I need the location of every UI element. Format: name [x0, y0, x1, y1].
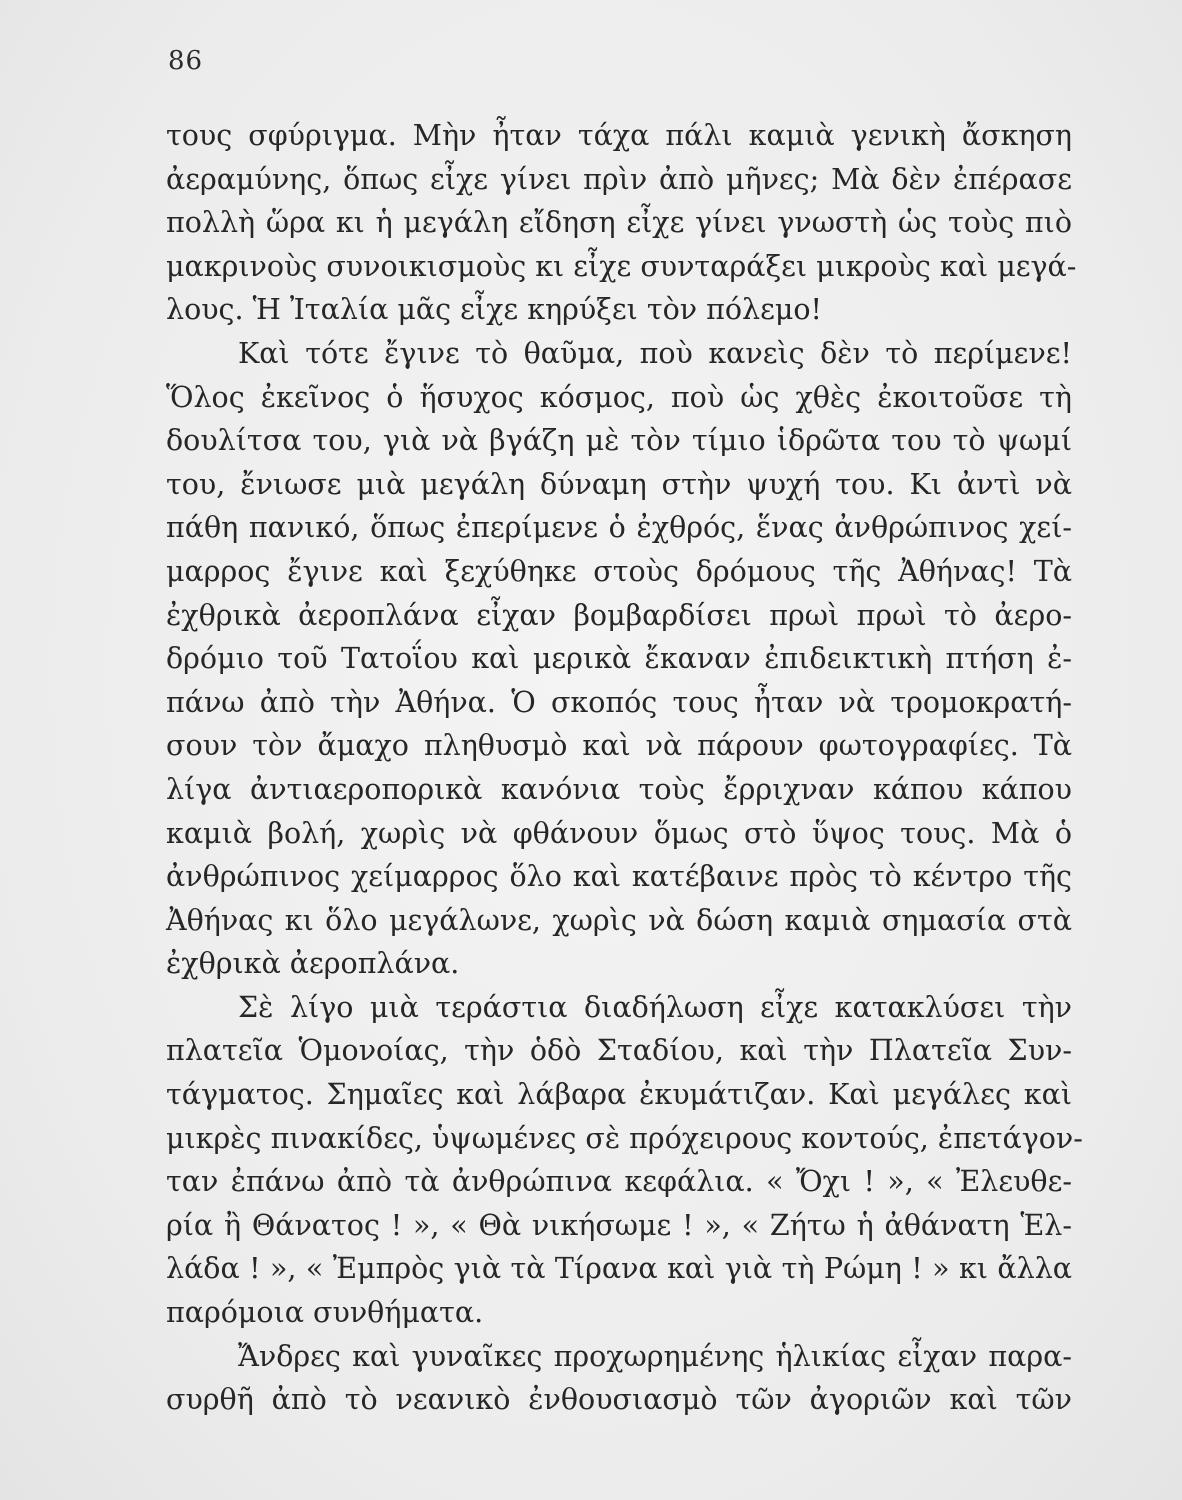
text-line: λους. Ἡ Ἰταλία μᾶς εἶχε κηρύξει τὸν πόλεμο!	[166, 293, 823, 327]
text-line: Ἄνδρες καὶ γυναῖκες προχωρημένης ἡλικίας εἶχαν παρα-	[238, 1339, 1072, 1373]
text-line: ἐχθρικὰ ἀεροπλάνα.	[166, 947, 460, 981]
text-line: δουλίτσα του, γιὰ νὰ βγάζη μὲ τὸν τίμιο ἱδρῶτα του τὸ ψωμί	[166, 424, 1072, 458]
text-line: λίγα ἀντιαεροπορικὰ κανόνια τοὺς ἔρριχναν κάπου κάπου	[166, 772, 1072, 806]
text-line: δρόμιο τοῦ Τατοΐου καὶ μερικὰ ἔκαναν ἐπιδεικτικὴ πτήση ἐ-	[166, 642, 1072, 676]
text-line: τους σφύριγμα. Μὴν ἦταν τάχα πάλι καμιὰ γενικὴ ἄσκηση	[166, 119, 1072, 152]
text-line: μακρινοὺς συνοικισμοὺς κι εἶχε συνταράξει μικροὺς καὶ μεγά-	[166, 249, 1077, 283]
text-line: πάθη πανικό, ὅπως ἐπερίμενε ὁ ἐχθρός, ἕνας ἀνθρώπινος χεί-	[166, 511, 1072, 545]
text-line: πολλὴ ὥρα κι ἡ μεγάλη εἴδηση εἶχε γίνει γνωστὴ ὡς τοὺς πιὸ	[166, 206, 1072, 240]
text-line: ταν ἐπάνω ἀπὸ τὰ ἀνθρώπινα κεφάλια. « Ὄχι ! », « Ἐλευθε-	[166, 1165, 1072, 1199]
text-line: πλατεῖα Ὁμονοίας, τὴν ὁδὸ Σταδίου, καὶ τὴν Πλατεῖα Συν-	[166, 1034, 1072, 1068]
text-line: τάγματος. Σημαῖες καὶ λάβαρα ἐκυμάτιζαν. Καὶ μεγάλες καὶ	[166, 1078, 1072, 1112]
text-line: του, ἔνιωσε μιὰ μεγάλη δύναμη στὴν ψυχή του. Κι ἀντὶ νὰ	[166, 467, 1072, 501]
text-line: Καὶ τότε ἔγινε τὸ θαῦμα, ποὺ κανεὶς δὲν τὸ περίμενε!	[238, 336, 1072, 370]
text-line: πάνω ἀπὸ τὴν Ἀθήνα. Ὁ σκοπός τους ἦταν νὰ τρομοκρατή-	[166, 685, 1072, 719]
text-line: συρθῆ ἀπὸ τὸ νεανικὸ ἐνθουσιασμὸ τῶν ἀγοριῶν καὶ τῶν	[166, 1383, 1072, 1417]
paragraph	[166, 1335, 1072, 1422]
body-text	[166, 114, 1083, 1422]
text-line: μικρὲς πινακίδες, ὑψωμένες σὲ πρόχειρους κοντούς, ἐπετάγον-	[166, 1121, 1083, 1155]
text-line: λάδα ! », « Ἐμπρὸς γιὰ τὰ Τίρανα καὶ γιὰ τὴ Ρώμη ! » κι ἄλλα	[166, 1252, 1072, 1286]
text-line: καμιὰ βολή, χωρὶς νὰ φθάνουν ὅμως στὸ ὕψος τους. Μὰ ὁ	[166, 816, 1072, 850]
text-line: παρόμοια συνθήματα.	[166, 1296, 484, 1330]
paragraph	[166, 114, 1077, 332]
text-line: Ἀθήνας κι ὅλο μεγάλωνε, χωρὶς νὰ δώση καμιὰ σημασία στὰ	[166, 903, 1072, 937]
text-line: ἀνθρώπινος χείμαρρος ὅλο καὶ κατέβαινε πρὸς τὸ κέντρο τῆς	[166, 860, 1072, 894]
text-line: Ὅλος ἐκεῖνος ὁ ἥσυχος κόσμος, ποὺ ὡς χθὲς ἐκοιτοῦσε τὴ	[166, 380, 1072, 414]
page-number: 86	[168, 46, 204, 76]
text-line: ρία ἢ Θάνατος ! », « Θὰ νικήσωμε ! », « Ζήτω ἡ ἀθάνατη Ἑλ-	[166, 1208, 1072, 1242]
text-line: ἀεραμύνης, ὅπως εἶχε γίνει πρὶν ἀπὸ μῆνες; Μὰ δὲν ἐπέρασε	[166, 162, 1072, 196]
text-line: σουν τὸν ἄμαχο πληθυσμὸ καὶ νὰ πάρουν φωτογραφίες. Τὰ	[166, 729, 1072, 763]
paragraph	[166, 332, 1072, 986]
text-line: μαρρος ἔγινε καὶ ξεχύθηκε στοὺς δρόμους τῆς Ἀθήνας! Τὰ	[166, 554, 1072, 588]
paragraph	[166, 986, 1083, 1335]
text-line: Σὲ λίγο μιὰ τεράστια διαδήλωση εἶχε κατακλύσει τὴν	[238, 990, 1072, 1024]
text-line: ἐχθρικὰ ἀεροπλάνα εἶχαν βομβαρδίσει πρωὶ πρωὶ τὸ ἀερο-	[166, 598, 1072, 632]
